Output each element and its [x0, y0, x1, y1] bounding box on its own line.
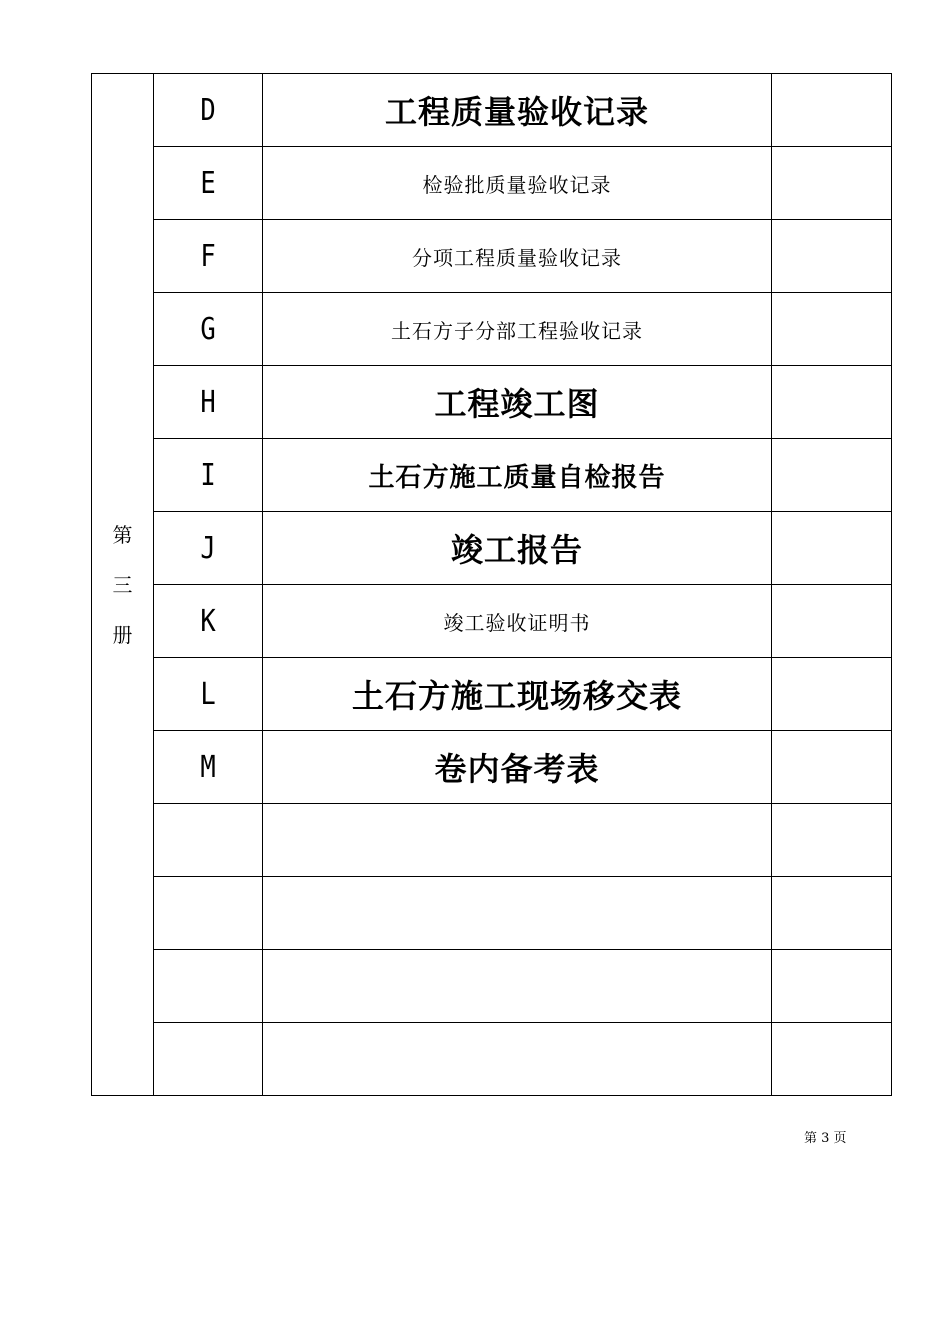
- section-title: 工程竣工图: [434, 385, 600, 423]
- section-code-cell: [154, 439, 263, 512]
- table-row: [92, 366, 892, 439]
- section-code-cell: [154, 877, 263, 950]
- section-code-cell: [154, 293, 263, 366]
- section-code-cell: [154, 512, 263, 585]
- section-title-cell: [263, 512, 772, 585]
- section-code-cell: [154, 585, 263, 658]
- section-code-cell: [154, 658, 263, 731]
- page-number: 第 3 页: [804, 1131, 847, 1146]
- section-title-cell: [263, 731, 772, 804]
- section-title-cell: [263, 950, 772, 1023]
- section-title: 竣工报告: [450, 531, 583, 569]
- table-row: [92, 1023, 892, 1096]
- section-title-cell: [263, 293, 772, 366]
- table-row: [92, 731, 892, 804]
- volume-label-char: 册: [112, 622, 133, 647]
- section-code: K: [200, 603, 216, 639]
- note-cell: [772, 877, 892, 950]
- section-code-cell: [154, 804, 263, 877]
- note-cell: [772, 439, 892, 512]
- section-code-cell: [154, 74, 263, 147]
- volume-label: [113, 510, 133, 660]
- section-title: 工程质量验收记录: [384, 93, 649, 131]
- section-title-cell: [263, 585, 772, 658]
- section-code: H: [200, 384, 216, 420]
- section-title: 土石方施工现场移交表: [351, 677, 682, 715]
- note-cell: [772, 731, 892, 804]
- section-title: 分项工程质量验收记录: [412, 245, 622, 270]
- table-row: [92, 950, 892, 1023]
- note-cell: [772, 366, 892, 439]
- table-body: [92, 74, 892, 1096]
- section-code-cell: [154, 220, 263, 293]
- section-code: I: [200, 457, 216, 493]
- table-row: [92, 512, 892, 585]
- note-cell: [772, 512, 892, 585]
- section-title-cell: [263, 1023, 772, 1096]
- volume-label-char: 三: [112, 572, 133, 597]
- section-title-cell: [263, 804, 772, 877]
- section-title: 土石方子分部工程验收记录: [391, 318, 643, 343]
- table-row: [92, 804, 892, 877]
- section-title-cell: [263, 74, 772, 147]
- section-code: F: [200, 238, 216, 274]
- table-row: [92, 74, 892, 147]
- section-code-cell: [154, 950, 263, 1023]
- section-title: 卷内备考表: [434, 750, 600, 788]
- section-code: D: [200, 92, 216, 128]
- document-index-table: [91, 73, 892, 1096]
- section-title: 土石方施工质量自检报告: [368, 462, 666, 493]
- section-code: E: [200, 165, 216, 201]
- section-code: L: [200, 676, 216, 712]
- section-title-cell: [263, 658, 772, 731]
- section-title-cell: [263, 439, 772, 512]
- section-code-cell: [154, 366, 263, 439]
- volume-cell: [92, 74, 154, 1096]
- section-title-cell: [263, 147, 772, 220]
- table-row: [92, 220, 892, 293]
- section-code-cell: [154, 731, 263, 804]
- table-row: [92, 585, 892, 658]
- table-row: [92, 439, 892, 512]
- note-cell: [772, 293, 892, 366]
- note-cell: [772, 585, 892, 658]
- section-code: J: [200, 530, 216, 566]
- section-code-cell: [154, 1023, 263, 1096]
- section-title-cell: [263, 877, 772, 950]
- table-row: [92, 658, 892, 731]
- section-code-cell: [154, 147, 263, 220]
- section-title: 竣工验收证明书: [443, 610, 591, 635]
- table-row: [92, 877, 892, 950]
- note-cell: [772, 147, 892, 220]
- section-title: 检验批质量验收记录: [422, 172, 612, 197]
- volume-label-char: 第: [112, 522, 133, 547]
- section-code: M: [200, 749, 216, 785]
- table-row: [92, 293, 892, 366]
- note-cell: [772, 950, 892, 1023]
- note-cell: [772, 74, 892, 147]
- section-title-cell: [263, 220, 772, 293]
- note-cell: [772, 804, 892, 877]
- section-title-cell: [263, 366, 772, 439]
- section-code: G: [200, 311, 216, 347]
- note-cell: [772, 658, 892, 731]
- note-cell: [772, 220, 892, 293]
- table-row: [92, 147, 892, 220]
- note-cell: [772, 1023, 892, 1096]
